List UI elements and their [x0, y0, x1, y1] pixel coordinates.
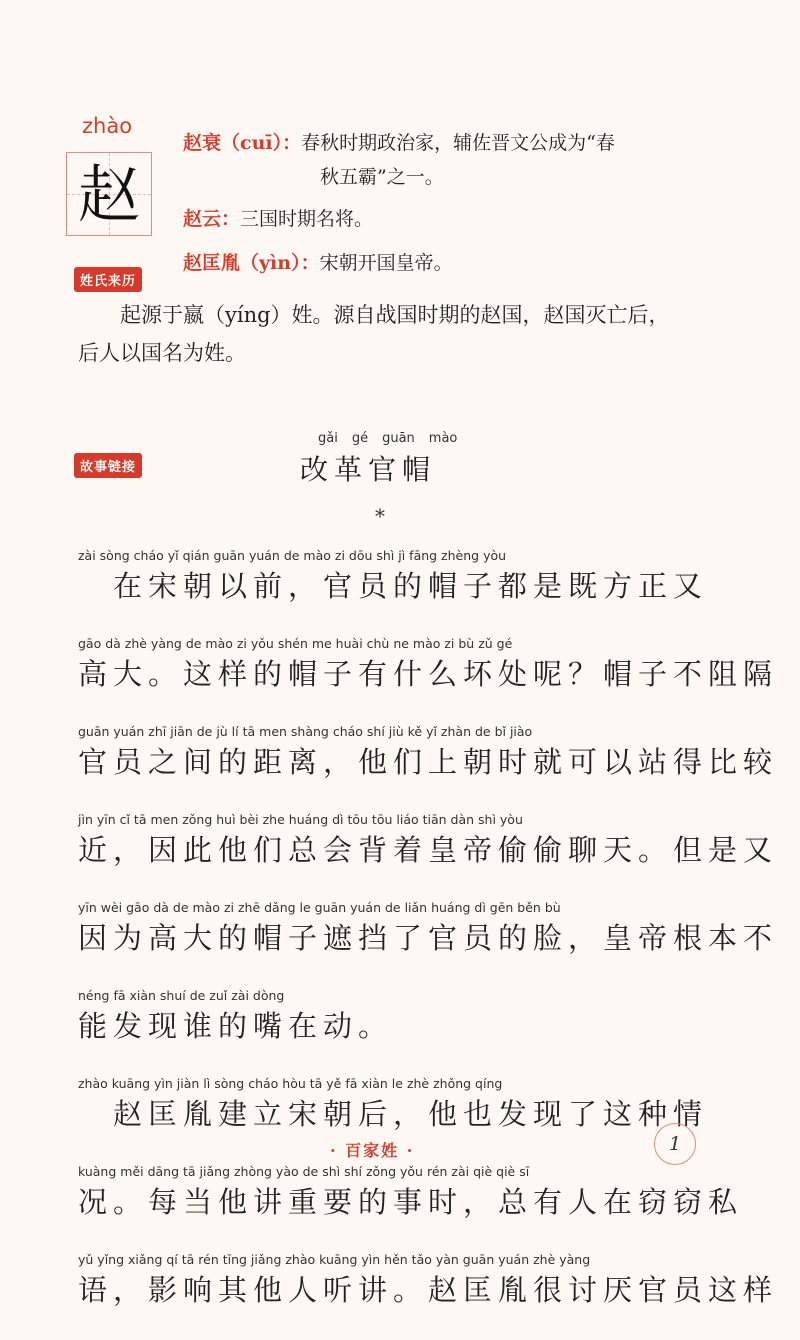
pinyin-line: gāo dà zhè yàng de mào zi yǒu shén me huài chù ne mào zi bù zǔ gé: [78, 636, 513, 651]
hanzi-line: 赵匡胤建立宋朝后，他也发现了这种情: [78, 1097, 709, 1131]
famous-person-item: [183, 246, 703, 280]
section-tag-story: 故事链接: [74, 453, 142, 478]
pinyin-line: guān yuán zhī jiān de jù lí tā men shàng cháo shí jiù kě yǐ zhàn de bǐ jiào: [78, 724, 533, 739]
story-line: [78, 900, 779, 988]
famous-person-item: [183, 126, 703, 160]
decorative-star: *: [375, 504, 385, 528]
hanzi-line: 官员之间的距离，他们上朝时就可以站得比较: [78, 745, 779, 779]
famous-person-name: 赵衰（cuī）：: [183, 132, 302, 154]
famous-person-name: 赵匡胤（yìn）：: [183, 252, 320, 274]
pinyin-line: kuàng měi dāng tā jiǎng zhòng yào de shì shí zǒng yǒu rén zài qiè qiè sī: [78, 1164, 530, 1179]
famous-person-desc: 秋五霸”之一。: [320, 166, 444, 188]
famous-people-list: [183, 126, 703, 280]
pinyin-line: jìn yīn cǐ tā men zǒng huì bèi zhe huáng dì tōu tōu liáo tiān dàn shì yòu: [78, 812, 523, 827]
story-title-text: 改革官帽: [300, 453, 437, 486]
story-line: [78, 636, 779, 724]
story-line: [78, 724, 779, 812]
story-line: [78, 812, 779, 900]
hanzi-line: 高大。这样的帽子有什么坏处呢？帽子不阻隔: [78, 657, 779, 691]
pinyin-line: néng fā xiàn shuí de zuǐ zài dòng: [78, 988, 285, 1003]
pinyin-line: yīn wèi gāo dà de mào zi zhē dǎng le guān yuán de liǎn huáng dì gēn běn bù: [78, 900, 561, 915]
page-number: 1: [654, 1123, 696, 1165]
story-body: [78, 548, 779, 1340]
story-title-pinyin: [300, 431, 457, 446]
story-line: [78, 1252, 779, 1340]
book-title-footer: · 百家姓 ·: [330, 1141, 415, 1160]
famous-person-desc: 宋朝开国皇帝。: [319, 252, 453, 274]
famous-person-desc-continued: [183, 160, 703, 194]
hanzi-line: 在宋朝以前，官员的帽子都是既方正又: [78, 569, 709, 603]
famous-person-name: 赵云：: [183, 208, 241, 230]
story-line: [78, 548, 709, 636]
story-title: [300, 431, 457, 488]
title-pinyin-syllable: mào: [428, 431, 458, 446]
story-line: [78, 1164, 744, 1252]
pinyin-line: zài sòng cháo yǐ qián guān yuán de mào zi dōu shì jì fāng zhèng yòu: [78, 548, 507, 563]
title-pinyin-syllable: gǎi: [318, 431, 338, 446]
pinyin-line: zhào kuāng yìn jiàn lì sòng cháo hòu tā yě fā xiàn le zhè zhǒng qíng: [78, 1076, 503, 1091]
origin-paragraph: [78, 296, 698, 372]
famous-person-item: [183, 202, 703, 236]
surname-character: 赵: [77, 158, 140, 231]
pinyin-line: yǔ yǐng xiǎng qí tā rén tīng jiǎng zhào kuāng yìn hěn tǎo yàn guān yuán zhè yàng: [78, 1252, 591, 1267]
origin-line: 后人以国名为姓。: [78, 341, 246, 365]
hanzi-line: 因为高大的帽子遮挡了官员的脸，皇帝根本不: [78, 921, 779, 955]
surname-pinyin: zhào: [82, 114, 133, 138]
section-tag-origin: 姓氏来历: [74, 267, 142, 292]
hanzi-line: 近，因此他们总会背着皇帝偷偷聊天。但是又: [78, 833, 779, 867]
title-pinyin-syllable: guān: [382, 431, 415, 446]
hanzi-line: 能发现谁的嘴在动。: [78, 1009, 394, 1043]
title-pinyin-syllable: gé: [351, 431, 369, 446]
origin-line: 起源于嬴（yíng）姓。源自战国时期的赵国，赵国灭亡后，: [120, 303, 670, 327]
hanzi-line: 语，影响其他人听讲。赵匡胤很讨厌官员这样: [78, 1273, 779, 1307]
story-line: [78, 988, 698, 1076]
hanzi-line: 况。每当他讲重要的事时，总有人在窃窃私: [78, 1185, 744, 1219]
famous-person-desc: 春秋时期政治家，辅佐晋文公成为“春: [301, 132, 615, 154]
surname-character-grid: [66, 152, 152, 236]
famous-person-desc: 三国时期名将。: [240, 208, 374, 230]
